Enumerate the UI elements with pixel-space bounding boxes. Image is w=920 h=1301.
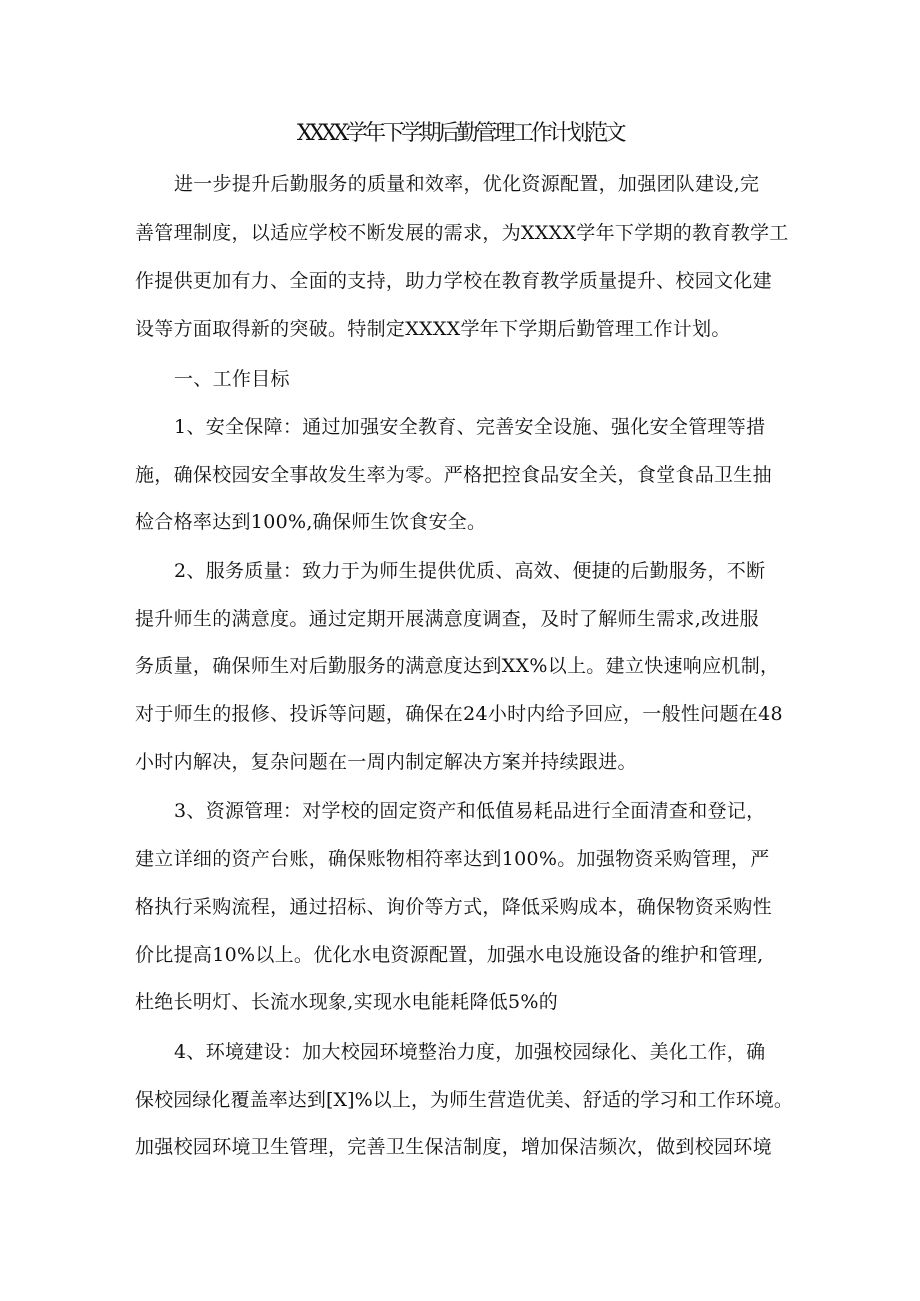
paragraph-line: 2、服务质量：致力于为师生提供优质、高效、便捷的后勤服务，不断 [174, 560, 766, 582]
paragraph-line: 1、安全保障：通过加强安全教育、完善安全设施、强化安全管理等措 [174, 416, 766, 438]
paragraph-line: 3、资源管理：对学校的固定资产和低值易耗品进行全面清查和登记， [174, 800, 766, 822]
paragraph-line: 设等方面取得新的突破。特制定XXXX学年下学期后勤管理工作计划。 [135, 318, 731, 340]
paragraph-line: 小时内解决，复杂问题在一周内制定解决方案并持续跟进。 [135, 751, 637, 773]
paragraph-line: 格执行采购流程，通过招标、询价等方式，降低采购成本，确保物资采购性 [135, 896, 772, 918]
paragraph-line: 提升师生的满意度。通过定期开展满意度调查，及时了解师生需求,改进服 [135, 608, 759, 630]
paragraph-line: 杜绝长明灯、长流水现象,实现水电能耗降低5%的 [135, 991, 559, 1013]
paragraph-line: 加强校园环境卫生管理，完善卫生保洁制度，增加保洁频次，做到校园环境 [135, 1136, 772, 1158]
paragraph-line: 作提供更加有力、全面的支持，助力学校在教育教学质量提升、校园文化建 [135, 270, 772, 292]
section-heading: 一、工作目标 [174, 368, 290, 390]
paragraph-line: 对于师生的报修、投诉等问题，确保在24小时内给予回应，一般性问题在48 [135, 703, 783, 725]
paragraph-line: 检合格率达到100%,确保师生饮食安全。 [135, 511, 487, 533]
paragraph-line: 施，确保校园安全事故发生率为零。严格把控食品安全关，食堂食品卫生抽 [135, 464, 772, 486]
paragraph-line: 价比提高10%以上。优化水电资源配置，加强水电设施设备的维护和管理, [135, 944, 764, 966]
paragraph-line: 保校园绿化覆盖率达到[X]%以上，为师生营造优美、舒适的学习和工作环境。 [135, 1089, 794, 1111]
document-title: XXXX学年下学期后勤管理工作计划范文 [296, 121, 624, 146]
paragraph-line: 务质量，确保师生对后勤服务的满意度达到XX%以上。建立快速响应机制， [135, 655, 780, 677]
paragraph-line: 建立详细的资产台账，确保账物相符率达到100%。加强物资采购管理，严 [135, 848, 770, 870]
paragraph-line: 4、环境建设：加大校园环境整治力度，加强校园绿化、美化工作，确 [174, 1041, 766, 1063]
paragraph-line: 善管理制度，以适应学校不断发展的需求，为XXXX学年下学期的教育教学工 [135, 222, 789, 244]
paragraph-line: 进一步提升后勤服务的质量和效率，优化资源配置，加强团队建设,完 [174, 173, 760, 195]
